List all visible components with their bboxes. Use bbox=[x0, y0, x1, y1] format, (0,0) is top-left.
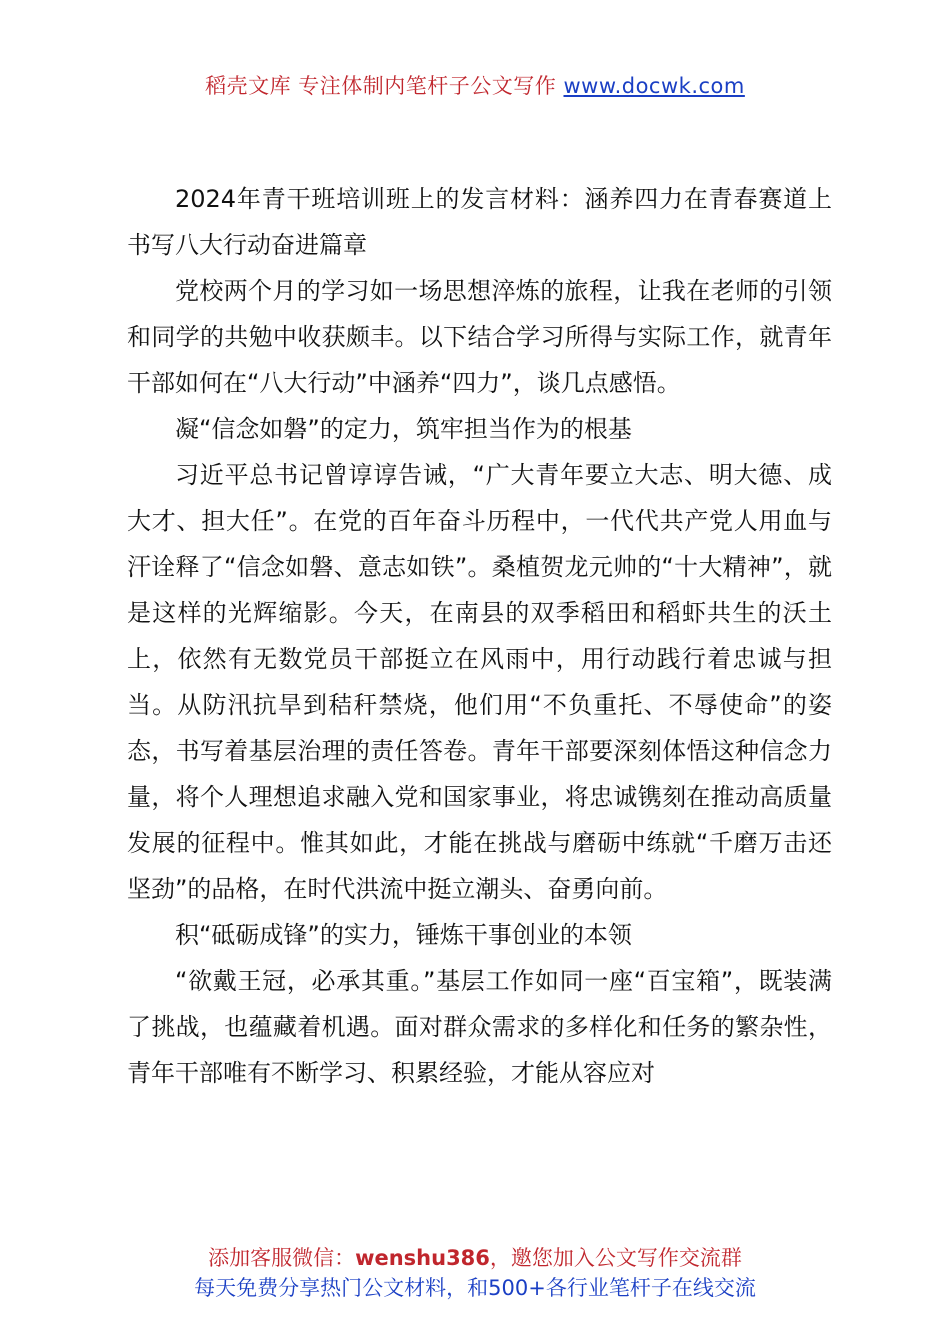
footer-suffix: ，邀您加入公文写作交流群 bbox=[489, 1246, 742, 1270]
footer-contact bbox=[0, 1242, 950, 1272]
footer-prefix: 添加客服微信： bbox=[208, 1246, 356, 1270]
paragraph-intro: 党校两个月的学习如一场思想淬炼的旅程，让我在老师的引领和同学的共勉中收获颇丰。以下结合学习所得与实际工作，就青年干部如何在“八大行动”中涵养“四力”，谈几点感悟。 bbox=[127, 277, 832, 397]
paragraph-section-2: “欲戴王冠，必承其重。”基层工作如同一座“百宝箱”，既装满了挑战，也蕴藏着机遇。面对群众需求的多样化和任务的繁杂性，青年干部唯有不断学习、积累经验，才能从容应对 bbox=[127, 967, 832, 1087]
document-body bbox=[127, 176, 832, 1096]
header-website-link[interactable]: www.docwk.com bbox=[563, 74, 745, 98]
watermark-header bbox=[0, 70, 950, 100]
section-heading-2: 积“砥砺成锋”的实力，锤炼干事创业的本领 bbox=[175, 921, 632, 949]
section-heading-1: 凝“信念如磐”的定力，筑牢担当作为的根基 bbox=[175, 415, 632, 443]
footer-wechat-id: wenshu386 bbox=[355, 1246, 490, 1270]
document-title: 2024年青干班培训班上的发言材料：涵养四力在青春赛道上书写八大行动奋进篇章 bbox=[127, 185, 832, 259]
paragraph-section-1: 习近平总书记曾谆谆告诫，“广大青年要立大志、明大德、成大才、担大任”。在党的百年奋斗历程中，一代代共产党人用血与汗诠释了“信念如磐、意志如铁”。桑植贺龙元帅的“十大精神”，就是这样的光辉缩影。今天，在南县的双季稻田和稻虾共生的沃土上，依然有无数党员干部挺立在风雨中，用行动践行着忠诚与担当。从防汛抗旱到秸秆禁烧，他们用“不负重托、不辱使命”的姿态，书写着基层治理的责任答卷。青年干部要深刻体悟这种信念力量，将个人理想追求融入党和国家事业，将忠诚镌刻在推动高质量发展的征程中。惟其如此，才能在挑战与磨砺中练就“千磨万击还坚劲”的品格，在时代洪流中挺立潮头、奋勇向前。 bbox=[127, 461, 832, 903]
footer-promo: 每天免费分享热门公文材料，和500+各行业笔杆子在线交流 bbox=[194, 1276, 756, 1300]
header-brand-text: 稻壳文库 专注体制内笔杆子公文写作 bbox=[205, 74, 564, 98]
